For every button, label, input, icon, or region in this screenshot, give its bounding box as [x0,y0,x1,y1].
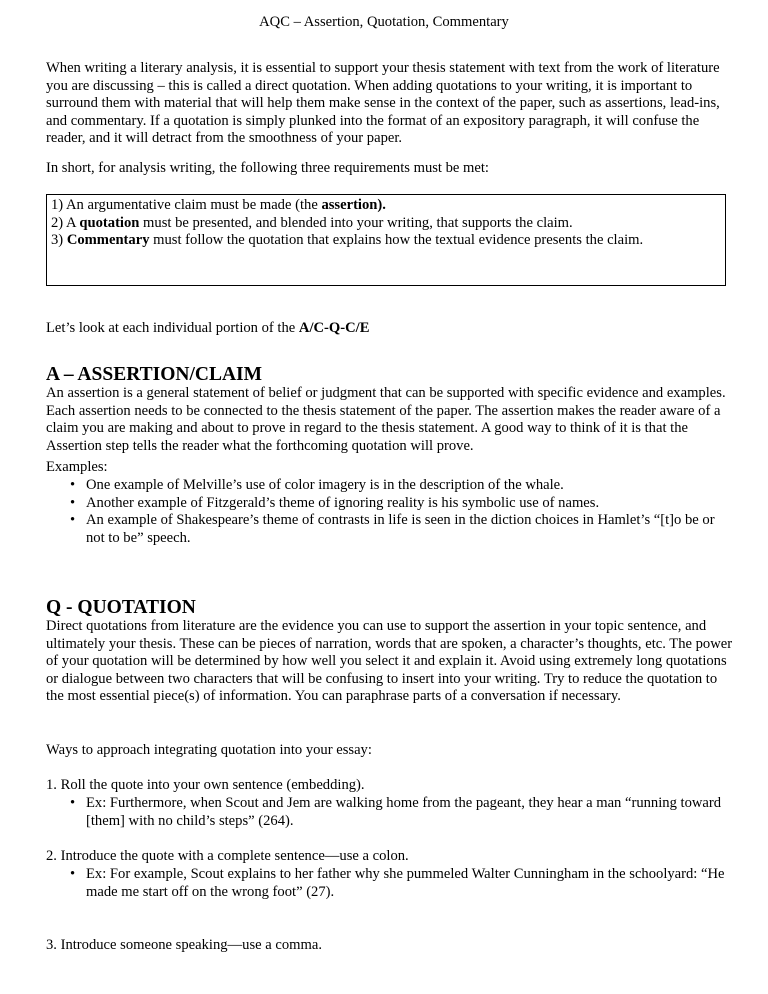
bullet-icon: • [70,512,76,529]
assertion-heading: A – ASSERTION/CLAIM [46,364,263,385]
way-3-text: 3. Introduce someone speaking—use a comma. [46,937,322,953]
ways-label: Ways to approach integrating quotation into your essay: [46,742,372,758]
quotation-heading: Q - QUOTATION [46,597,196,618]
requirement-2: 2) A quotation must be presented, and blended into your writing, that supports the claim. [51,214,573,231]
way-1-example-list [46,795,736,830]
in-short-text: In short, for analysis writing, the following three requirements must be met: [46,160,489,176]
list-item: • One example of Melville’s use of color imagery is in the description of the whale. [70,477,564,493]
lets-look-text: Let’s look at each individual portion of the A/C-Q-C/E [46,320,370,336]
way-2-example-list [46,866,736,901]
bullet-icon: • [70,866,76,882]
list-item: • Another example of Fitzgerald’s theme of ignoring reality is his symbolic use of names. [70,494,600,511]
list-item: • Ex: For example, Scout explains to her father why she pummeled Walter Cunningham in the schoolyard: “He made me start off on the wrong foot” (27). [70,866,725,900]
way-1-text: 1. Roll the quote into your own sentence (embedding). [46,777,365,793]
requirement-1: 1) An argumentative claim must be made (the assertion). [51,197,386,213]
bullet-icon: • [70,494,76,511]
way-2-text: 2. Introduce the quote with a complete sentence—use a colon. [46,848,409,864]
assertion-body: An assertion is a general statement of belief or judgment that can be supported with specific evidence and examples. Each assertion needs to be connected to the thesis statement of the paper. The assertion makes the reader aware of a claim you are making and about to prove in regard to the thesis statement. A good way to think of it is that the Assertion step tells the reader what the forthcoming quotation will prove. [46,385,726,454]
requirements-box [46,194,726,286]
page-title: AQC – Assertion, Quotation, Commentary [259,14,509,30]
quotation-body: Direct quotations from literature are the evidence you can use to support the assertion in your topic sentence, and ultimately your thesis. These can be pieces of narration, words that are spoken, a character’s thoughts, etc. The power of your quotation will be determined by how well you select it and explain it. Avoid using extremely long quotations or dialogue between two characters that will be confusing to insert into your writing. Try to reduce the quotation to the most essential piece(s) of information. You can paraphrase parts of a conversation if necessary. [46,618,733,705]
examples-label: Examples: [46,459,108,475]
bullet-icon: • [70,795,76,811]
bullet-icon: • [70,477,76,493]
list-item: • Ex: Furthermore, when Scout and Jem are walking home from the pageant, they hear a man “running toward [them] with no child’s steps” (264). [70,795,722,829]
list-item: • An example of Shakespeare’s theme of contrasts in life is seen in the diction choices in Hamlet’s “[t]o be or not to be” speech. [70,512,715,546]
requirement-3: 3) Commentary must follow the quotation that explains how the textual evidence presents the claim. [51,232,644,249]
examples-list [46,477,736,547]
intro-paragraph: When writing a literary analysis, it is essential to support your thesis statement with text from the work of literature you are discussing – this is called a direct quotation. When adding quotations to your writing, it is important to surround them with material that will help them make sense in the context of the paper, such as assertions, lead-ins, and commentary. If a quotation is simply plunked into the format of an expository paragraph, it will confuse the reader, and it will detract from the smoothness of your paper. [46,60,720,147]
